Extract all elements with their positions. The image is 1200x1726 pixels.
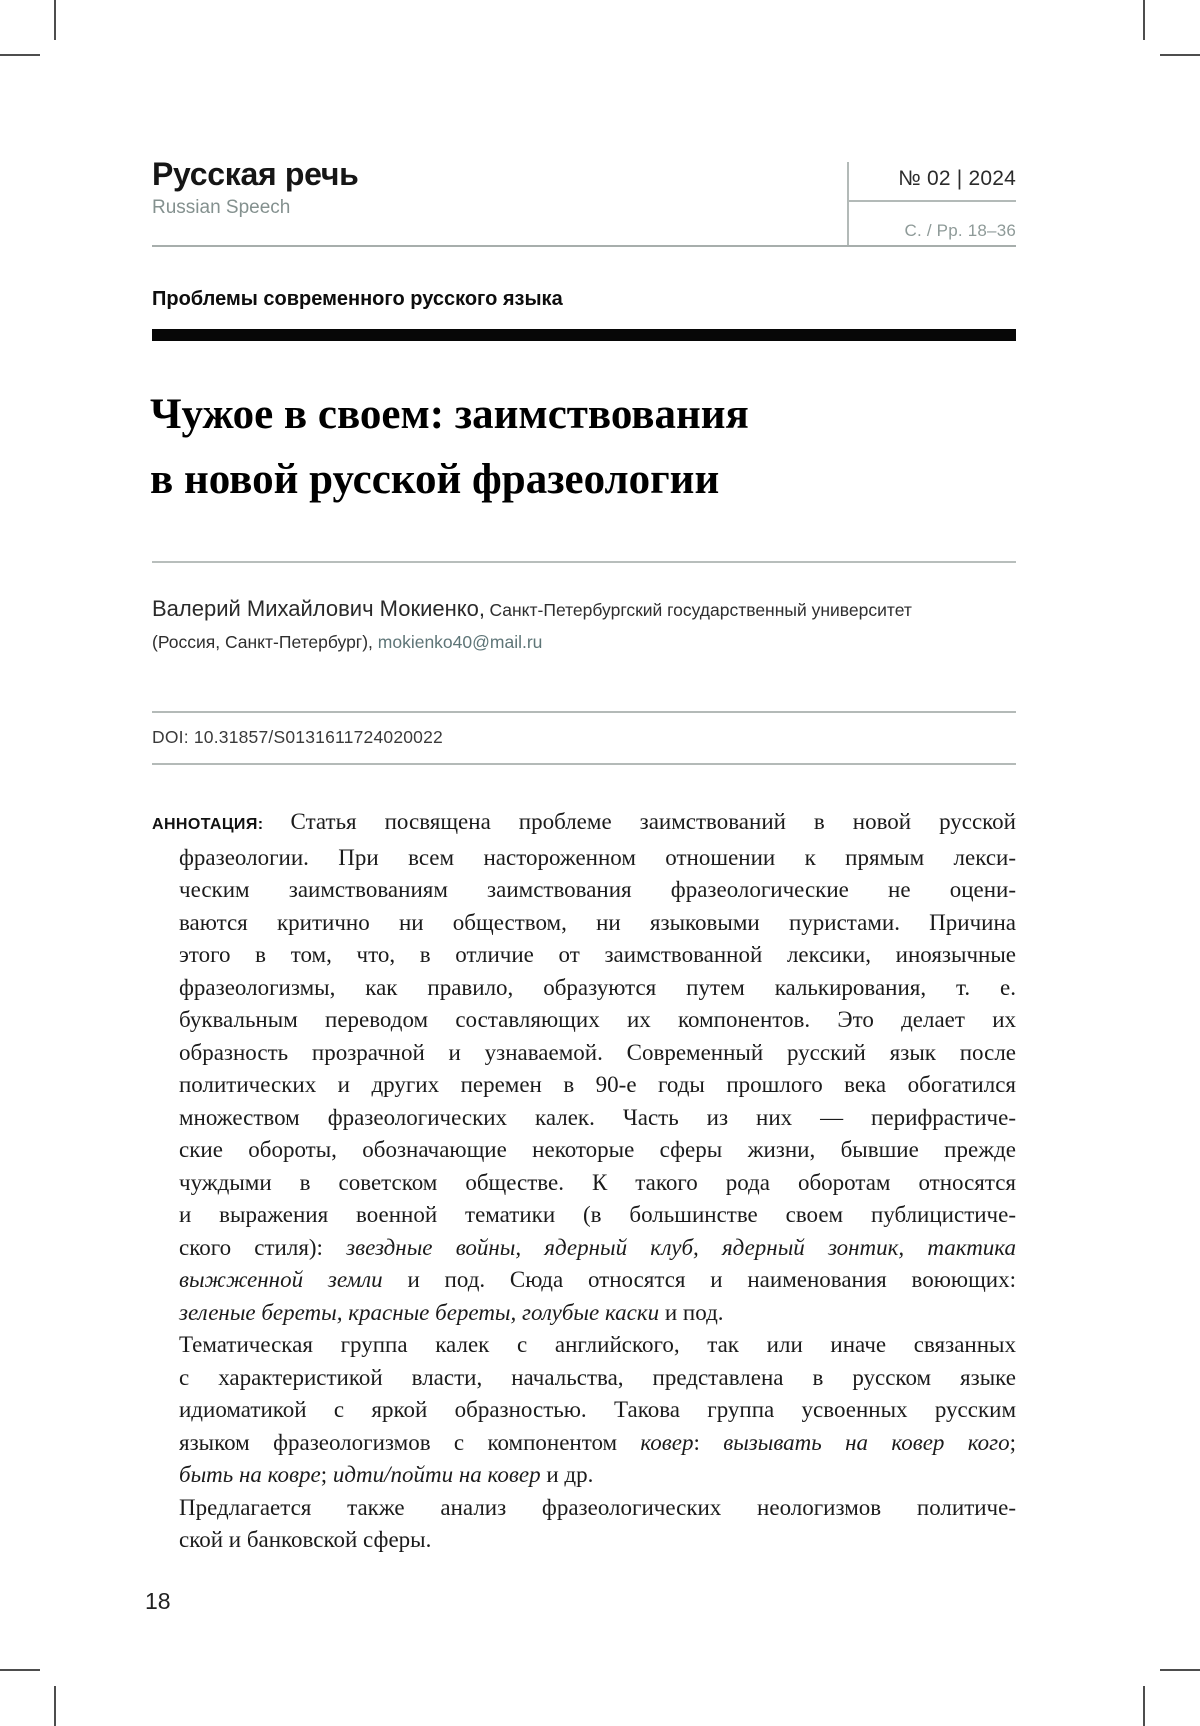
abstract-italic-phrase: ковер: [640, 1429, 694, 1455]
abstract-line: [179, 1297, 1016, 1330]
section-label: Проблемы современного русского языка: [152, 288, 563, 310]
abstract-text: этого в том, что, в отличие от заимствованной лексики, иноязычные: [179, 942, 1016, 967]
author-location-line: [152, 632, 1016, 653]
abstract-line: [179, 1427, 1016, 1460]
abstract-line: [179, 1394, 1016, 1427]
abstract-text: и др.: [540, 1462, 594, 1487]
author-name: Валерий Михайлович Мокиенко,: [152, 596, 485, 621]
abstract-line: [179, 1069, 1016, 1102]
abstract-text: Статья посвящена проблеме заимствований в новой русской: [290, 809, 1016, 834]
abstract-text: фразеологии. При всем настороженном отношении к прямым лекси-: [179, 844, 1016, 870]
abstract-line: [179, 1329, 1016, 1362]
title-divider: [152, 561, 1016, 563]
abstract-line: [179, 907, 1016, 940]
abstract-text: ;: [1009, 1429, 1016, 1455]
abstract-italic-phrase: зеленые береты, красные береты, голубые каски: [179, 1299, 660, 1325]
abstract-line: [179, 972, 1016, 1005]
abstract-line: [152, 806, 1016, 842]
crop-mark-top-left-horizontal: [0, 54, 40, 56]
abstract-italic-phrase: звездные войны, ядерный клуб, ядерный зонтик, тактика: [346, 1234, 1016, 1260]
section-bar: [152, 329, 1016, 341]
crop-mark-bottom-right-horizontal: [1160, 1669, 1200, 1671]
abstract-line: [179, 874, 1016, 907]
abstract-text: политических и других перемен в 90-е годы прошлого века обогатился: [179, 1072, 1016, 1097]
abstract-text: ваются критично ни обществом, ни языковыми пуристами. Причина: [179, 909, 1016, 935]
crop-mark-bottom-left-vertical: [54, 1686, 56, 1726]
abstract-line: [179, 1524, 1016, 1557]
abstract-text: ческим заимствованиям заимствования фразеологические не оцени-: [179, 877, 1016, 902]
abstract-text: :: [693, 1429, 724, 1455]
abstract-text: идиоматикой с яркой образностью. Такова группа усвоенных русским: [179, 1397, 1016, 1422]
abstract-text: Предлагается также анализ фразеологических неологизмов политиче-: [179, 1494, 1016, 1520]
abstract-line: [179, 842, 1016, 875]
abstract-line: [179, 1362, 1016, 1395]
abstract-line: [179, 1037, 1016, 1070]
abstract-line: [179, 1004, 1016, 1037]
abstract-italic-phrase: вызывать на ковер кого: [723, 1429, 1010, 1455]
author-location: (Россия, Санкт-Петербург),: [152, 632, 373, 652]
doi-value: DOI: 10.31857/S0131611724020022: [152, 727, 443, 747]
abstract-line: [179, 1232, 1016, 1265]
abstract-line: [179, 1102, 1016, 1135]
abstract-line: [179, 1134, 1016, 1167]
abstract-text: чуждыми в советском обществе. К такого рода оборотам относятся: [179, 1169, 1016, 1195]
abstract-text: ские обороты, обозначающие некоторые сферы жизни, бывшие прежде: [179, 1137, 1016, 1162]
author-affiliation: Санкт-Петербургский государственный университет: [489, 600, 912, 620]
article-title: [150, 382, 1030, 512]
abstract-italic-phrase: идти/пойти на ковер: [332, 1462, 541, 1487]
abstract-text: фразеологизмы, как правило, образуются путем калькирования, т. е.: [179, 974, 1016, 1000]
abstract: [152, 806, 1016, 1557]
abstract-line: [179, 1199, 1016, 1232]
abstract-line: [179, 1264, 1016, 1297]
crop-mark-bottom-left-horizontal: [0, 1669, 40, 1671]
article-title-line-2: в новой русской фразеологии: [150, 456, 720, 503]
abstract-text: и выражения военной тематики (в большинстве своем публицистиче-: [179, 1202, 1016, 1227]
abstract-text: множеством фразеологических калек. Часть из них — перифрастиче-: [179, 1104, 1016, 1130]
abstract-text: ского стиля):: [179, 1234, 347, 1260]
abstract-text: и под.: [659, 1299, 724, 1325]
abstract-text: образность прозрачной и узнаваемой. Современный русский язык после: [179, 1039, 1016, 1065]
issue-number: № 02 | 2024: [849, 162, 1016, 202]
abstract-text: с характеристикой власти, начальства, представлена в русском языке: [179, 1364, 1016, 1390]
abstract-text: языком фразеологизмов с компонентом: [179, 1429, 641, 1455]
issue-page-range: С. / Pp. 18–36: [904, 221, 1016, 240]
abstract-line: [179, 1492, 1016, 1525]
crop-mark-bottom-right-vertical: [1143, 1686, 1145, 1726]
journal-subtitle: Russian Speech: [152, 197, 291, 218]
abstract-line: [179, 1167, 1016, 1200]
author-line: [152, 596, 1016, 622]
abstract-italic-phrase: быть на ковре: [179, 1462, 321, 1487]
author-email-link[interactable]: mokienko40@mail.ru: [377, 632, 543, 652]
abstract-text: Тематическая группа калек с английского, так или иначе связанных: [179, 1332, 1016, 1357]
abstract-label: АННОТАЦИЯ:: [152, 816, 291, 833]
abstract-italic-phrase: выжженной земли: [179, 1267, 383, 1292]
masthead-divider: [152, 245, 1016, 247]
journal-title: Русская речь: [152, 156, 359, 192]
issue-box: [847, 162, 1016, 246]
abstract-text: и под. Сюда относятся и наименования воюющих:: [382, 1267, 1016, 1292]
page-number: 18: [145, 1588, 171, 1614]
crop-mark-top-left-vertical: [54, 0, 56, 40]
article-title-line-1: Чужое в своем: заимствования: [150, 391, 749, 438]
crop-mark-top-right-horizontal: [1160, 54, 1200, 56]
abstract-line: [179, 1459, 1016, 1492]
abstract-text: ;: [320, 1462, 333, 1487]
abstract-line: [179, 939, 1016, 972]
abstract-text: буквальным переводом составляющих их компонентов. Это делает их: [179, 1007, 1016, 1032]
crop-mark-top-right-vertical: [1143, 0, 1145, 40]
abstract-text: ской и банковской сферы.: [179, 1527, 432, 1552]
doi-box: [152, 711, 1016, 765]
